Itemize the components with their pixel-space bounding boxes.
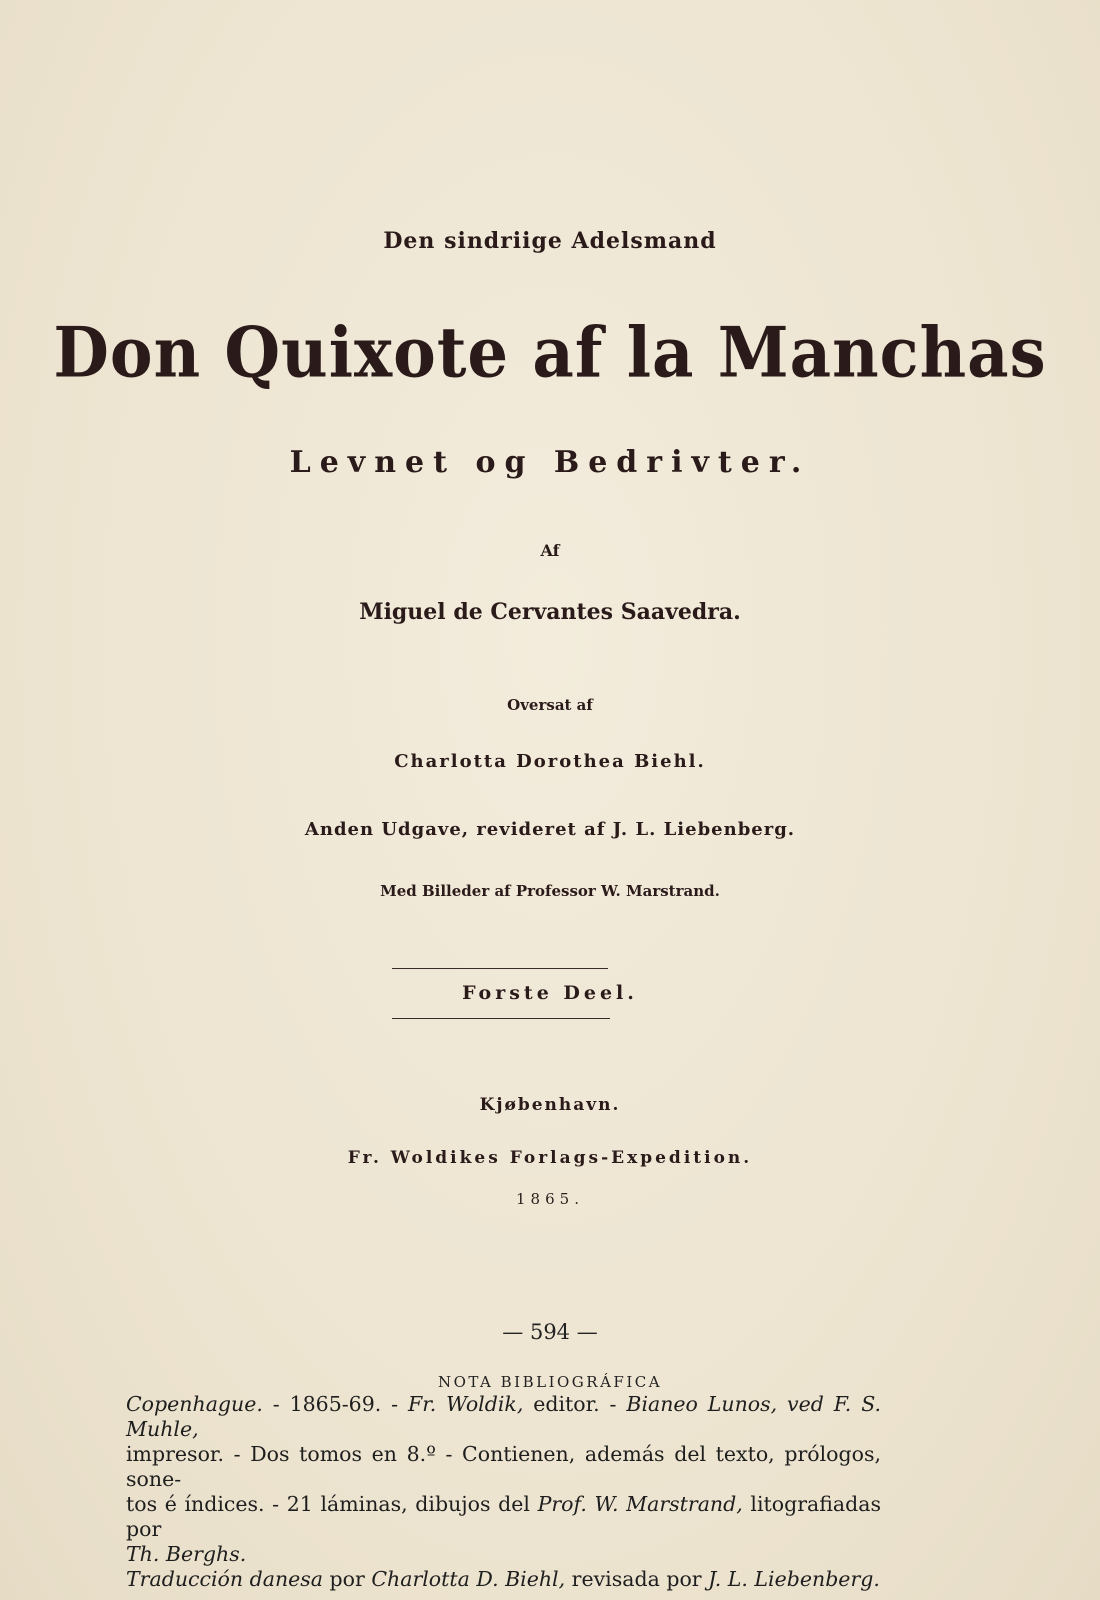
- note-heading: NOTA BIBLIOGRÁFICA: [437, 1373, 663, 1391]
- year: 1865.: [516, 1190, 584, 1208]
- city: Kjøbenhavn.: [479, 1095, 621, 1115]
- note-printer: Bianeo Lunos, ved F. S. Muhle,: [126, 1392, 882, 1441]
- page-number: — 594 —: [502, 1320, 598, 1344]
- divider-top: [392, 968, 608, 969]
- note-reviser: J. L. Liebenberg.: [708, 1567, 880, 1591]
- publisher: Fr. Woldikes Forlags-Expedition.: [347, 1148, 753, 1168]
- edition-line: Anden Udgave, revideret af J. L. Liebenberg.: [304, 819, 796, 840]
- note-translator: Charlotta D. Biehl,: [371, 1567, 566, 1591]
- note-editor: Fr. Woldik,: [407, 1392, 524, 1416]
- divider-bottom: [392, 1018, 610, 1019]
- note-illustrator: Prof. W. Marstrand,: [537, 1492, 743, 1516]
- subtitle: Levnet og Bedrivter.: [289, 445, 811, 480]
- by-label: Af: [540, 541, 560, 560]
- note-line-1: Copenhague. - 1865-69. - Fr. Woldik, editor. - Bianeo Lunos, ved F. S. Muhle,: [126, 1392, 882, 1441]
- note-place: Copenhague.: [126, 1392, 263, 1416]
- main-title: Don Quixote af la Manchas: [53, 313, 1047, 394]
- bibliographic-note: [126, 1392, 881, 1592]
- translated-label: Oversat af: [507, 696, 593, 714]
- note-line-3: tos é índices. - 21 láminas, dibujos del Prof. W. Marstrand, litografiadas por: [126, 1492, 882, 1541]
- note-line-4: Th. Berghs.: [126, 1542, 247, 1566]
- author-name: Miguel de Cervantes Saavedra.: [359, 599, 741, 625]
- volume-label: Forste Deel.: [462, 982, 638, 1004]
- illustrations-line: Med Billeder af Professor W. Marstrand.: [380, 882, 720, 900]
- note-line-2: impresor. - Dos tomos en 8.º - Contienen, además del texto, prólogos, sone-: [126, 1442, 881, 1491]
- translator-name: Charlotta Dorothea Biehl.: [394, 751, 706, 772]
- note-line-5: Traducción danesa por Charlotta D. Biehl, revisada por J. L. Liebenberg.: [126, 1567, 880, 1591]
- title-line-adelsmand: Den sindriige Adelsmand: [383, 228, 717, 254]
